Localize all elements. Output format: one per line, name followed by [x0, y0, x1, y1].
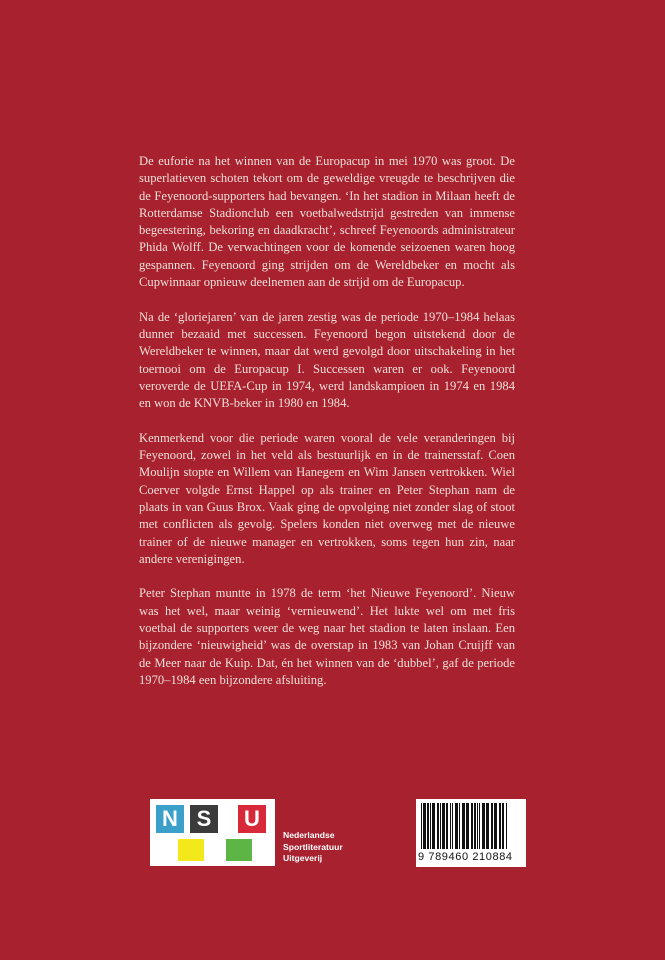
barcode-bar: [506, 803, 507, 849]
barcode-bar: [432, 803, 435, 849]
paragraph-1: De euforie na het winnen van de Europacup in mei 1970 was groot. De superlatieven schoten tekort om de geweldige vreugde te beschrijven die de Feyenoord-supporters had bevangen. ‘In het stadion in Milaan heeft de Rotterdamse Stadionclub een voetbalwedstrijd gestreden van immense begeestering, bekoring en daadkracht’, schreef Feyenoords administrateur Phida Wolff. De verwachtingen voor de komende seizoenen waren hoog gespannen. Feyenoord ging strijden om de Wereldbeker en mocht als Cupwinnaar opnieuw deelnemen aan de strijd om de Europacup.: [139, 154, 515, 290]
barcode-digits: 9 789460 210884: [418, 851, 513, 863]
paragraph-4: Peter Stephan muntte in 1978 de term ‘het Nieuwe Feyenoord’. Nieuw was het wel, maar weinig ‘vernieuwend’. Het lukte wel om met fris voetbal de supporters weer de weg naar het stadion te laten inslaan. Een bijzondere ‘nieuwigheid’ was de overstap in 1983 van Johan Cruijff van de Meer naar de Kuip. Dat, én het winnen van de ‘dubbel’, gaf de periode 1970–1984 een bijzondere afsluiting.: [139, 586, 515, 687]
barcode-bar: [502, 803, 504, 849]
publisher-name: [283, 830, 343, 865]
logo-letter-u: U: [244, 806, 260, 831]
barcode-bar: [430, 803, 431, 849]
logo-square-green: [226, 839, 252, 861]
publisher-name-line-1: Nederlandse: [283, 830, 335, 840]
barcode-bar: [423, 803, 426, 849]
barcode-bar: [446, 803, 448, 849]
barcode-bar: [455, 803, 458, 849]
barcode-bar: [466, 803, 469, 849]
publisher-name-line-2: Sportliteratuur: [283, 841, 343, 852]
barcode-bar: [442, 803, 445, 849]
barcode-bar: [459, 803, 460, 849]
publisher-name-line-3: Uitgeverij: [283, 853, 323, 863]
barcode-bar: [491, 803, 493, 849]
barcode-bar: [494, 803, 497, 849]
nsu-logo: [150, 799, 275, 866]
logo-letter-s: S: [196, 806, 212, 831]
barcode-bar: [452, 803, 453, 849]
barcode-bar: [482, 803, 485, 849]
logo-square-yellow: [178, 839, 204, 861]
barcode-bar: [421, 803, 422, 849]
barcode-bar: [437, 803, 439, 849]
logo-letter-n: N: [162, 806, 178, 831]
barcode-bar: [462, 803, 465, 849]
barcode-bar: [471, 803, 473, 849]
barcode-bar: [486, 803, 489, 849]
barcode-bar: [440, 803, 441, 849]
isbn-barcode: [416, 799, 526, 867]
barcode-bar: [479, 803, 480, 849]
barcode-bars: [420, 803, 522, 851]
blurb-text: [139, 153, 515, 707]
barcode-bar: [477, 803, 478, 849]
barcode-bar: [474, 803, 476, 849]
barcode-bar: [427, 803, 429, 849]
paragraph-2: Na de ‘gloriejaren’ van de jaren zestig was de periode 1970–1984 helaas dunner bezaaid met successen. Feyenoord begon uitstekend door de Wereldbeker te winnen, maar dat werd gevolgd door uitschakeling in het toernooi om de Europacup I. Successen waren er ook. Feyenoord veroverde de UEFA-Cup in 1974, werd landskampioen in 1974 en 1984 en won de KNVB-beker in 1980 en 1984.: [139, 309, 515, 411]
barcode-bar: [499, 803, 501, 849]
barcode-bar: [450, 803, 451, 849]
paragraph-3: Kenmerkend voor die periode waren vooral de vele veranderingen bij Feyenoord, zowel in het veld als bestuurlijk en in de trainersstaf. Coen Moulijn stopte en Willem van Hanegem en Wim Jansen vertrokken. Wiel Coerver volgde Ernst Happel op als trainer en Peter Stephan nam de plaats in van Guus Brox. Vaak ging de opvolging niet zonder slag of stoot met conflicten als gevolg. Spelers konden niet overweg met de nieuwe trainer of de nieuwe manager en vertrokken, soms tegen hun zin, naar andere verenigingen.: [139, 430, 515, 566]
